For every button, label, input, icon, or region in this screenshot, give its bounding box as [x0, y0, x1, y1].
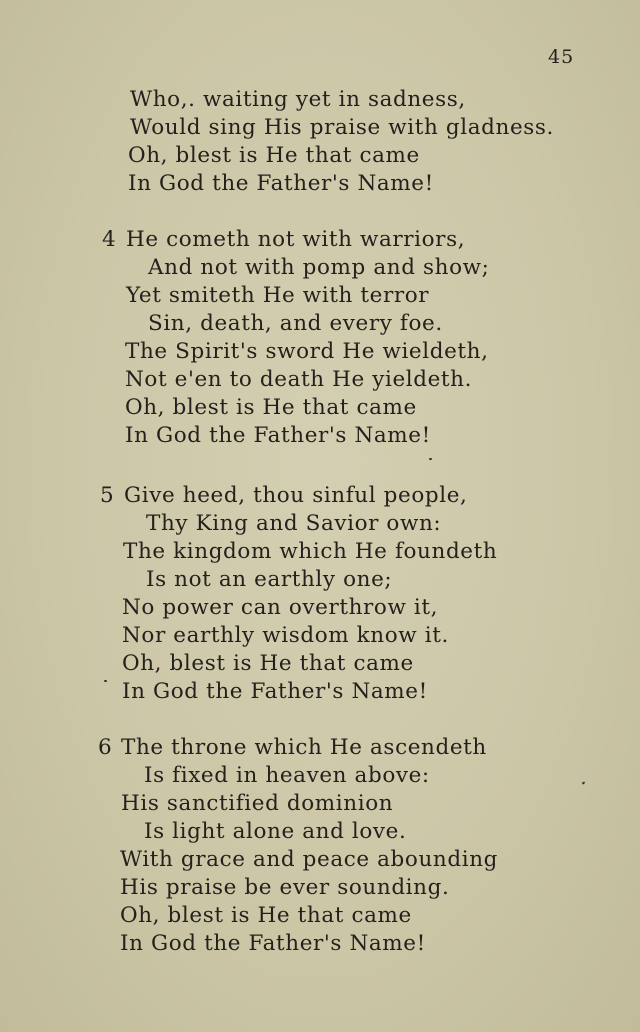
verse-line: In God the Father's Name! — [125, 423, 431, 448]
verse-line: Sin, death, and every foe. — [148, 311, 443, 336]
verse-line: Oh, blest is He that came — [120, 903, 412, 928]
verse-line: Thy King and Savior own: — [146, 511, 442, 536]
verse-line: Is fixed in heaven above: — [144, 763, 430, 788]
verse-line: Is light alone and love. — [144, 819, 407, 844]
verse-line: In God the Father's Name! — [120, 931, 426, 956]
verse-line: Give heed, thou sinful people, — [124, 483, 468, 508]
verse-line: Nor earthly wisdom know it. — [122, 623, 449, 648]
verse-line: With grace and peace abounding — [120, 847, 499, 872]
verse-line: Not e'en to death He yieldeth. — [125, 367, 473, 392]
verse-line: His sanctified dominion — [121, 791, 394, 816]
verse-line: In God the Father's Name! — [122, 679, 428, 704]
verse-line: Would sing His praise with gladness. — [130, 115, 554, 140]
verse-line: And not with pomp and show; — [148, 255, 490, 280]
verse-line: In God the Father's Name! — [128, 171, 434, 196]
verse-line: Yet smiteth He with terror — [126, 283, 430, 308]
stanza-number: 4 — [102, 227, 116, 252]
verse-line: Oh, blest is He that came — [125, 395, 417, 420]
verse-line: The Spirit's sword He wieldeth, — [125, 339, 489, 364]
verse-line: Oh, blest is He that came — [128, 143, 420, 168]
print-speck — [429, 458, 432, 460]
page-number: 45 — [548, 46, 575, 68]
verse-line: The kingdom which He foundeth — [123, 539, 498, 564]
verse-line: Oh, blest is He that came — [122, 651, 414, 676]
stanza-number: 6 — [98, 735, 112, 760]
verse-line: The throne which He ascendeth — [121, 735, 487, 760]
verse-line: Who,. waiting yet in sadness, — [130, 87, 466, 112]
print-speck — [582, 781, 586, 784]
print-speck — [104, 680, 107, 682]
verse-line: Is not an earthly one; — [146, 567, 393, 592]
verse-line: No power can overthrow it, — [122, 595, 439, 620]
stanza-number: 5 — [100, 483, 114, 508]
verse-line: His praise be ever sounding. — [120, 875, 450, 900]
verse-line: He cometh not with warriors, — [126, 227, 466, 252]
